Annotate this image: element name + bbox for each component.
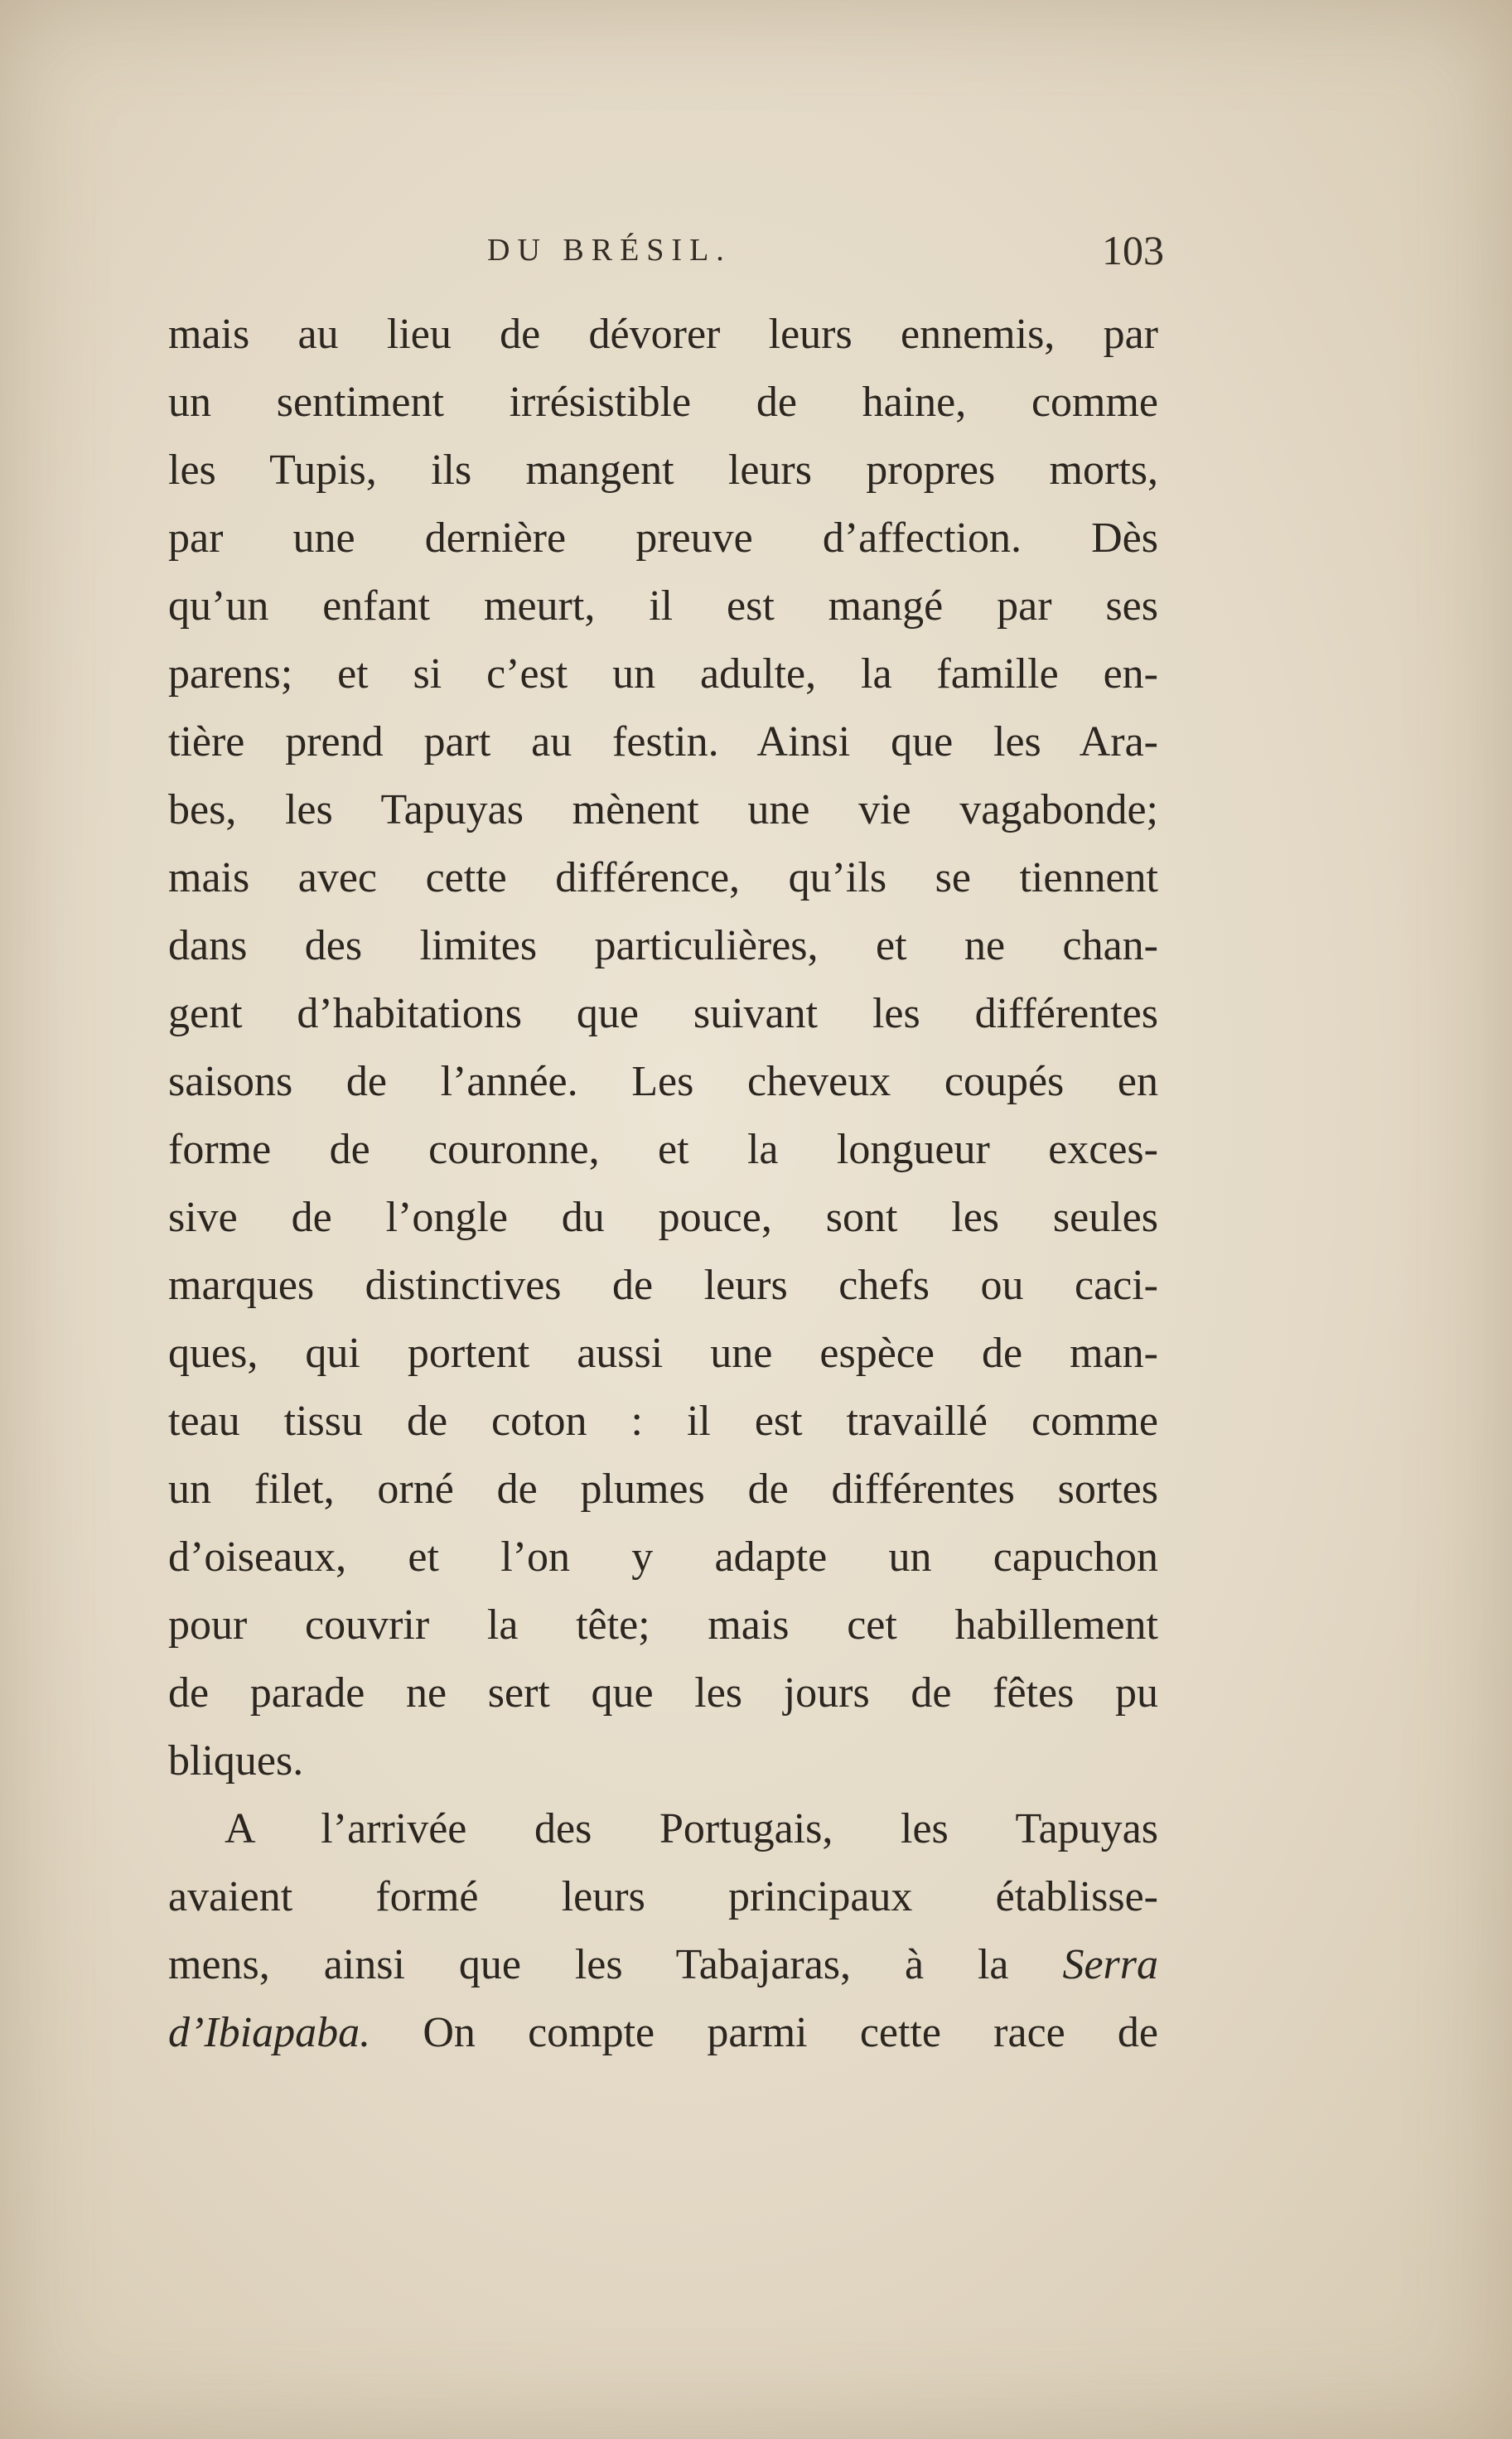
running-head xyxy=(166,225,1164,275)
text-line: les Tupis, ils mangent leurs propres morts, xyxy=(168,447,1158,494)
text-line: dans des limites particulières, et ne chan- xyxy=(168,922,1158,969)
text-line: d’oiseaux, et l’on y adapte un capuchon xyxy=(168,1533,1158,1581)
text-segment: mens, ainsi que les Tabajaras, à la xyxy=(168,1941,1009,1988)
body-text xyxy=(168,301,1158,2067)
text-line: marques distinctives de leurs chefs ou caci- xyxy=(168,1262,1158,1309)
text-line: forme de couronne, et la longueur exces- xyxy=(168,1126,1158,1173)
text-line: un sentiment irrésistible de haine, comme xyxy=(168,379,1158,426)
italic-place-name: Serra xyxy=(1062,1941,1158,1988)
text-line-paragraph-end: bliques. xyxy=(168,1737,304,1785)
text-line: mais au lieu de dévorer leurs ennemis, par xyxy=(168,311,1158,358)
text-line: de parade ne sert que les jours de fêtes pu xyxy=(168,1669,1158,1717)
text-segment: On compte parmi cette race de xyxy=(423,2009,1159,2056)
text-line xyxy=(168,1931,1158,1999)
text-line: pour couvrir la tête; mais cet habillement xyxy=(168,1601,1158,1649)
italic-place-name: d’Ibiapaba. xyxy=(168,2009,371,2056)
text-line: ques, qui portent aussi une espèce de man- xyxy=(168,1330,1158,1377)
text-line: sive de l’ongle du pouce, sont les seules xyxy=(168,1194,1158,1241)
text-line: teau tissu de coton : il est travaillé comme xyxy=(168,1398,1158,1445)
text-line: avaient formé leurs principaux établisse- xyxy=(168,1873,1158,1920)
text-line: parens; et si c’est un adulte, la famille en- xyxy=(168,650,1158,698)
text-line: un filet, orné de plumes de différentes sortes xyxy=(168,1466,1158,1513)
text-line: par une dernière preuve d’affection. Dès xyxy=(168,514,1158,562)
page-number: 103 xyxy=(1102,227,1164,273)
text-line: gent d’habitations que suivant les différentes xyxy=(168,990,1158,1037)
text-line: mais avec cette différence, qu’ils se tiennent xyxy=(168,854,1158,901)
text-line: tière prend part au festin. Ainsi que les Ara- xyxy=(168,718,1158,766)
text-line-paragraph-start: A l’arrivée des Portugais, les Tapuyas xyxy=(225,1805,1158,1852)
text-line: qu’un enfant meurt, il est mangé par ses xyxy=(168,582,1158,630)
text-line xyxy=(168,1999,1158,2067)
text-line: bes, les Tapuyas mènent une vie vagabonde; xyxy=(168,786,1158,833)
text-line: saisons de l’année. Les cheveux coupés en xyxy=(168,1058,1158,1105)
running-title: DU BRÉSIL. xyxy=(487,233,732,268)
